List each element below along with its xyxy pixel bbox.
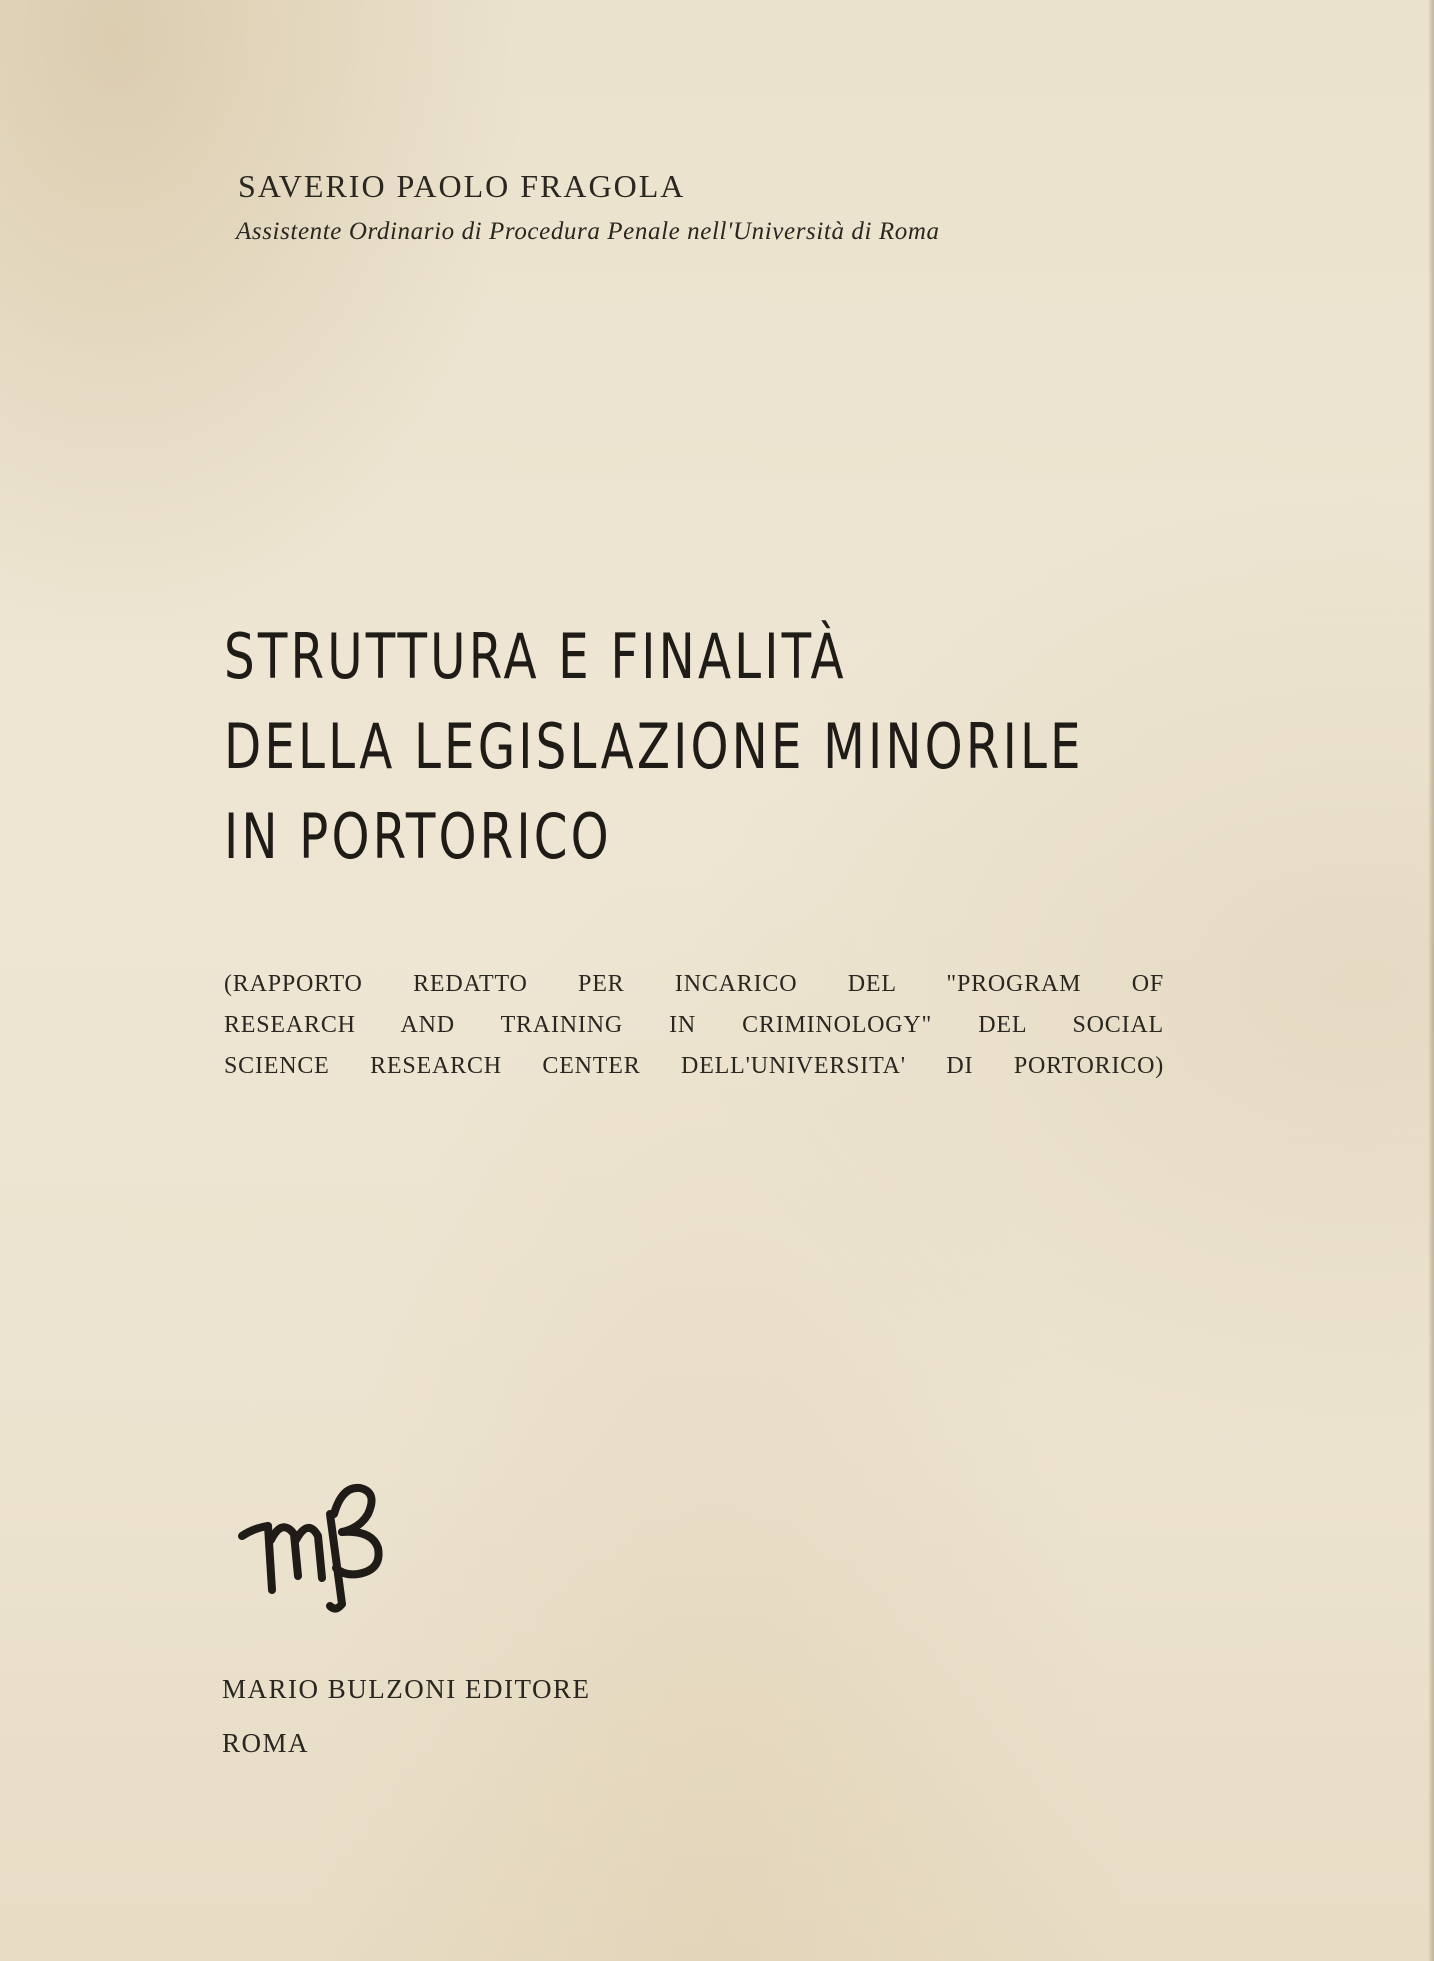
subtitle-line-1: (RAPPORTO REDATTO PER INCARICO DEL "PROGRAM OF [224, 971, 1164, 997]
title-line-3: IN PORTORICO [224, 800, 612, 873]
subtitle-line-3: SCIENCE RESEARCH CENTER DELL'UNIVERSITA' DI PORTORICO) [224, 1053, 1164, 1079]
author-affiliation: Assistente Ordinario di Procedura Penale nell'Università di Roma [236, 218, 940, 245]
subtitle-line-2: RESEARCH AND TRAINING IN CRIMINOLOGY" DEL SOCIAL [224, 1012, 1164, 1038]
book-subtitle [224, 964, 1164, 1087]
title-line-2: DELLA LEGISLAZIONE MINORILE [224, 710, 1084, 783]
publisher-name: MARIO BULZONI EDITORE [222, 1674, 591, 1704]
author-name: SAVERIO PAOLO FRAGOLA [238, 168, 686, 204]
book-title [224, 612, 1184, 882]
page-edge [1428, 0, 1434, 1961]
mb-monogram-logo-icon [238, 1478, 388, 1618]
title-line-1: STRUTTURA E FINALITÀ [224, 620, 847, 693]
publisher-city: ROMA [222, 1728, 310, 1758]
